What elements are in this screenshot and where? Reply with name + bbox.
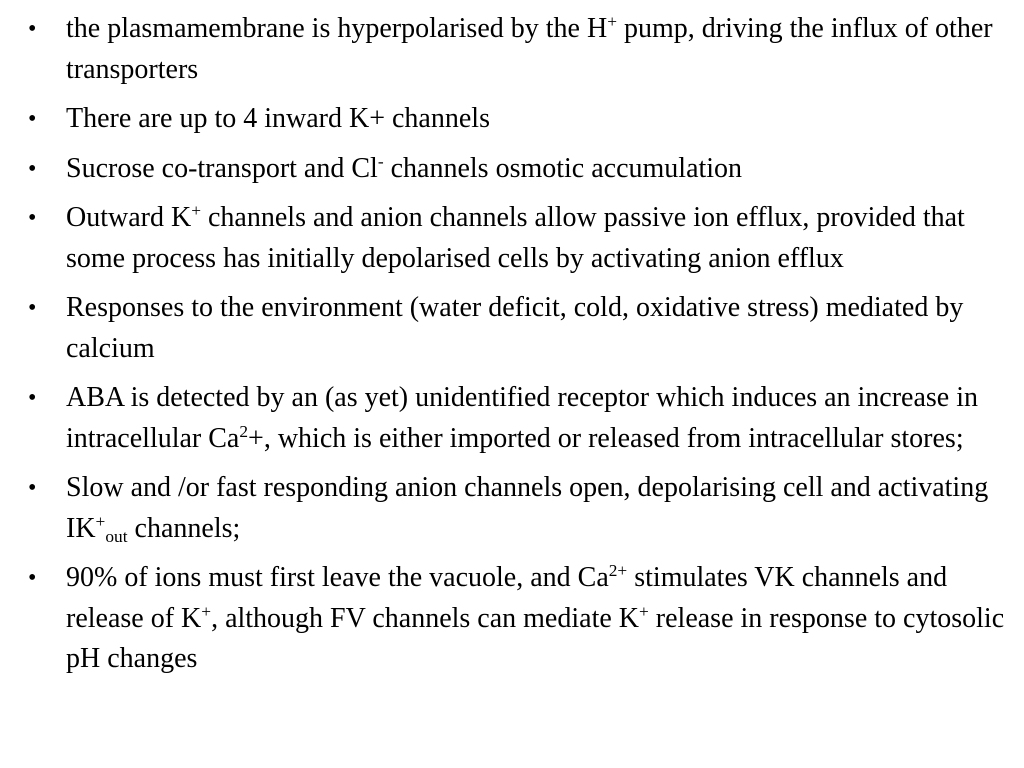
bullet-item-hyperpolarisation: [28, 9, 1012, 90]
superscript: +: [95, 511, 106, 531]
text-run: Sucrose co-transport and Cl: [66, 152, 378, 184]
text-run: Outward K: [66, 202, 192, 233]
superscript: 2+: [608, 561, 628, 581]
bullet-marker: •: [28, 385, 37, 411]
text-run: , although FV channels can mediate K: [211, 602, 639, 634]
bullet-marker: •: [28, 565, 37, 591]
bullet-marker: •: [28, 155, 37, 182]
superscript: +: [607, 12, 617, 32]
superscript: +: [191, 201, 201, 221]
text-run: channels;: [127, 512, 241, 544]
text-run: channels osmotic accumulation: [383, 152, 743, 184]
bullet-item-environment-responses: [28, 288, 1012, 369]
bullet-list: [28, 9, 1012, 680]
text-run: ABA is detected by an (as yet) unidentified receptor which induces an increase in intracellular Ca: [66, 382, 979, 454]
bullet-marker: •: [28, 475, 37, 501]
bullet-text: [66, 288, 1012, 369]
text-run: Responses to the environment (water deficit, cold, oxidative stress) mediated by calcium: [66, 292, 964, 364]
bullet-text: [66, 378, 1012, 459]
bullet-item-inward-k-channels: [28, 99, 1012, 140]
bullet-text: [66, 149, 1012, 190]
text-run: the plasmamembrane is hyperpolarised by the H: [66, 13, 608, 44]
text-run: Slow and /or fast responding anion channels open, depolarising cell and activating IK: [66, 472, 989, 544]
bullet-text: [66, 9, 1012, 90]
superscript: +: [639, 601, 649, 621]
bullet-marker: •: [28, 16, 37, 42]
text-run: 90% of ions must first leave the vacuole, and Ca: [66, 562, 609, 593]
bullet-text: [66, 468, 1012, 549]
bullet-item-sucrose-cotransport: [28, 149, 1012, 190]
superscript: -: [377, 151, 384, 171]
text-run: channels and anion channels allow passive ion efflux, provided that some process has initially depolarised cells by activating anion efflux: [66, 202, 965, 274]
superscript: 2: [239, 421, 249, 441]
bullet-marker: •: [28, 295, 37, 321]
bullet-item-aba-detection: [28, 378, 1012, 459]
bullet-item-outward-k-channels: [28, 198, 1012, 279]
text-run: There are up to 4 inward K+ channels: [66, 103, 490, 134]
text-run: stimulates VK channels and release of K: [66, 562, 948, 634]
bullet-item-anion-channels: [28, 468, 1012, 549]
text-run: +, which is either imported or released from intracellular stores;: [248, 422, 964, 454]
bullet-marker: •: [28, 106, 37, 132]
bullet-item-vacuole-ions: [28, 558, 1012, 680]
text-run: release in response to cytosolic pH changes: [66, 602, 1005, 674]
superscript: +: [201, 601, 212, 621]
text-run: pump, driving the influx of other transporters: [66, 13, 993, 85]
bullet-text: [66, 198, 1012, 279]
bullet-text: [66, 558, 1012, 680]
subscript: out: [105, 526, 128, 546]
bullet-text: [66, 99, 1012, 140]
bullet-marker: •: [28, 205, 37, 231]
